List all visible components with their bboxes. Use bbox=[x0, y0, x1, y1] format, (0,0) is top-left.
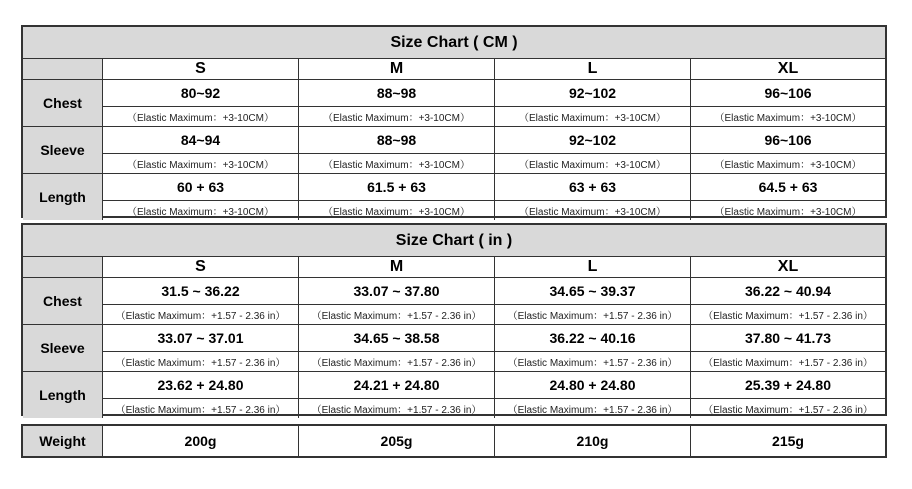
table-cell bbox=[102, 80, 298, 126]
table-cell bbox=[298, 174, 494, 220]
size-chart-inch bbox=[21, 223, 887, 416]
table-cell bbox=[690, 278, 885, 324]
elastic-note: （Elastic Maximum：+3-10CM） bbox=[691, 200, 885, 220]
size-header-s: S bbox=[102, 257, 298, 277]
row-label: Chest bbox=[23, 80, 102, 126]
cell-value: 96~106 bbox=[764, 85, 812, 101]
table-cell bbox=[102, 174, 298, 220]
elastic-note: （Elastic Maximum：+1.57 - 2.36 in） bbox=[495, 351, 690, 371]
row-label: Sleeve bbox=[23, 325, 102, 371]
elastic-note: （Elastic Maximum：+1.57 - 2.36 in） bbox=[691, 398, 885, 418]
table-cell bbox=[494, 325, 690, 371]
elastic-note: （Elastic Maximum：+1.57 - 2.36 in） bbox=[299, 304, 494, 324]
elastic-note: （Elastic Maximum：+1.57 - 2.36 in） bbox=[103, 304, 298, 324]
elastic-note: （Elastic Maximum：+1.57 - 2.36 in） bbox=[299, 398, 494, 418]
table-row-sleeve bbox=[23, 127, 885, 174]
size-header-s: S bbox=[102, 59, 298, 79]
table-cell bbox=[102, 127, 298, 173]
cell-value: 37.80 ~ 41.73 bbox=[744, 330, 832, 346]
cell-value: 33.07 ~ 37.01 bbox=[157, 330, 244, 346]
cell-value: 63 + 63 bbox=[568, 179, 617, 195]
elastic-note: （Elastic Maximum：+3-10CM） bbox=[299, 200, 494, 220]
table-row-chest bbox=[23, 80, 885, 127]
elastic-note: （Elastic Maximum：+3-10CM） bbox=[103, 153, 298, 173]
table-row-sleeve bbox=[23, 325, 885, 372]
cell-value: 92~102 bbox=[568, 132, 617, 148]
size-header-l: L bbox=[494, 59, 690, 79]
table-row-length bbox=[23, 174, 885, 220]
table-cell bbox=[102, 372, 298, 418]
cell-value: 60 + 63 bbox=[176, 179, 225, 195]
weight-label: Weight bbox=[23, 426, 102, 456]
size-header-m: M bbox=[298, 59, 494, 79]
table-cell bbox=[298, 372, 494, 418]
elastic-note: （Elastic Maximum：+3-10CM） bbox=[299, 153, 494, 173]
cell-value: 24.21 + 24.80 bbox=[353, 377, 440, 393]
table-cell bbox=[298, 325, 494, 371]
elastic-note: （Elastic Maximum：+1.57 - 2.36 in） bbox=[299, 351, 494, 371]
size-header-l: L bbox=[494, 257, 690, 277]
elastic-note: （Elastic Maximum：+1.57 - 2.36 in） bbox=[691, 351, 885, 371]
row-label: Length bbox=[23, 174, 102, 220]
size-header-row bbox=[23, 59, 885, 80]
table-cell bbox=[690, 127, 885, 173]
table-cell bbox=[494, 80, 690, 126]
size-chart-cm-title: Size Chart ( CM ) bbox=[23, 27, 885, 59]
table-cell bbox=[690, 372, 885, 418]
table-cell bbox=[494, 174, 690, 220]
elastic-note: （Elastic Maximum：+3-10CM） bbox=[691, 153, 885, 173]
cell-value: 88~98 bbox=[376, 85, 417, 101]
cell-value: 33.07 ~ 37.80 bbox=[353, 283, 440, 299]
cell-value: 96~106 bbox=[764, 132, 812, 148]
cell-value: 61.5 + 63 bbox=[367, 179, 426, 195]
cell-value: 92~102 bbox=[568, 85, 617, 101]
elastic-note: （Elastic Maximum：+3-10CM） bbox=[299, 106, 494, 126]
size-header-row bbox=[23, 257, 885, 278]
elastic-note: （Elastic Maximum：+1.57 - 2.36 in） bbox=[691, 304, 885, 324]
table-cell bbox=[690, 80, 885, 126]
header-corner bbox=[23, 59, 102, 79]
row-label: Length bbox=[23, 372, 102, 418]
elastic-note: （Elastic Maximum：+3-10CM） bbox=[103, 200, 298, 220]
weight-value-s: 200g bbox=[102, 426, 298, 456]
cell-value: 25.39 + 24.80 bbox=[744, 377, 832, 393]
cell-value: 31.5 ~ 36.22 bbox=[161, 283, 240, 299]
row-label: Chest bbox=[23, 278, 102, 324]
table-row-chest bbox=[23, 278, 885, 325]
elastic-note: （Elastic Maximum：+1.57 - 2.36 in） bbox=[103, 398, 298, 418]
elastic-note: （Elastic Maximum：+3-10CM） bbox=[495, 153, 690, 173]
size-chart-inch-title: Size Chart ( in ) bbox=[23, 225, 885, 257]
table-row-length bbox=[23, 372, 885, 418]
cell-value: 80~92 bbox=[180, 85, 221, 101]
row-label: Sleeve bbox=[23, 127, 102, 173]
weight-value-xl: 215g bbox=[690, 426, 885, 456]
elastic-note: （Elastic Maximum：+1.57 - 2.36 in） bbox=[103, 351, 298, 371]
elastic-note: （Elastic Maximum：+3-10CM） bbox=[103, 106, 298, 126]
table-cell bbox=[298, 80, 494, 126]
weight-row bbox=[23, 426, 885, 456]
cell-value: 84~94 bbox=[180, 132, 221, 148]
size-chart-cm bbox=[21, 25, 887, 218]
table-cell bbox=[690, 174, 885, 220]
table-cell bbox=[298, 278, 494, 324]
cell-value: 34.65 ~ 39.37 bbox=[549, 283, 636, 299]
table-cell bbox=[102, 278, 298, 324]
table-cell bbox=[298, 127, 494, 173]
cell-value: 36.22 ~ 40.94 bbox=[744, 283, 832, 299]
elastic-note: （Elastic Maximum：+1.57 - 2.36 in） bbox=[495, 304, 690, 324]
table-cell bbox=[690, 325, 885, 371]
table-cell bbox=[494, 372, 690, 418]
cell-value: 23.62 + 24.80 bbox=[157, 377, 244, 393]
size-header-m: M bbox=[298, 257, 494, 277]
elastic-note: （Elastic Maximum：+3-10CM） bbox=[495, 200, 690, 220]
elastic-note: （Elastic Maximum：+3-10CM） bbox=[691, 106, 885, 126]
cell-value: 24.80 + 24.80 bbox=[549, 377, 636, 393]
table-cell bbox=[494, 127, 690, 173]
cell-value: 36.22 ~ 40.16 bbox=[549, 330, 636, 346]
table-cell bbox=[494, 278, 690, 324]
weight-value-l: 210g bbox=[494, 426, 690, 456]
size-header-xl: XL bbox=[690, 257, 885, 277]
size-header-xl: XL bbox=[690, 59, 885, 79]
elastic-note: （Elastic Maximum：+1.57 - 2.36 in） bbox=[495, 398, 690, 418]
cell-value: 88~98 bbox=[376, 132, 417, 148]
header-corner bbox=[23, 257, 102, 277]
table-cell bbox=[102, 325, 298, 371]
cell-value: 64.5 + 63 bbox=[758, 179, 818, 195]
elastic-note: （Elastic Maximum：+3-10CM） bbox=[495, 106, 690, 126]
cell-value: 34.65 ~ 38.58 bbox=[353, 330, 440, 346]
weight-table bbox=[21, 424, 887, 458]
weight-value-m: 205g bbox=[298, 426, 494, 456]
